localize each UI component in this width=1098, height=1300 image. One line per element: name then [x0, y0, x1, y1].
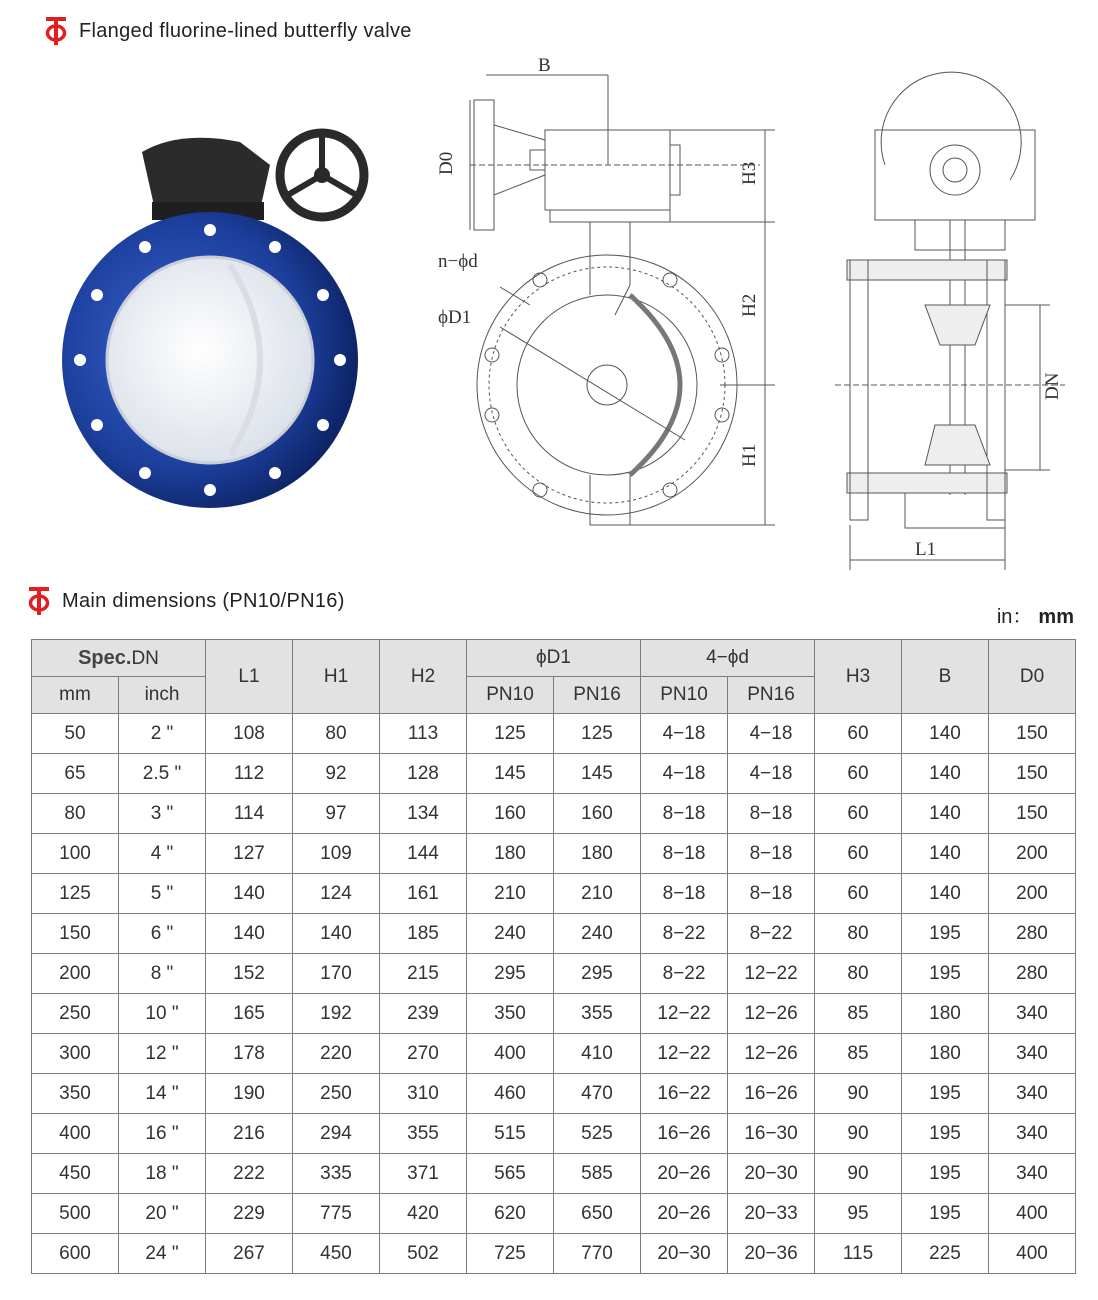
cell-nd-pn10: 20−26 — [641, 1194, 728, 1234]
cell-d0: 400 — [989, 1234, 1076, 1274]
cell-nd-pn16: 8−18 — [728, 834, 815, 874]
header-l1: L1 — [206, 640, 293, 714]
cell-nd-pn16: 4−18 — [728, 714, 815, 754]
cell-d1-pn10: 295 — [467, 954, 554, 994]
cell-b: 195 — [902, 1154, 989, 1194]
cell-h3: 60 — [815, 794, 902, 834]
cell-d1-pn16: 470 — [554, 1074, 641, 1114]
cell-nd-pn10: 16−22 — [641, 1074, 728, 1114]
cell-h3: 90 — [815, 1114, 902, 1154]
header-d1-pn10: PN10 — [467, 677, 554, 714]
header-n-phi-d: 4−ϕd — [641, 640, 815, 677]
cell-h1: 450 — [293, 1234, 380, 1274]
cell-nd-pn16: 8−22 — [728, 914, 815, 954]
dim-label-h2: H2 — [739, 293, 760, 317]
cell-h1: 775 — [293, 1194, 380, 1234]
cell-h2: 371 — [380, 1154, 467, 1194]
page-title: Flanged fluorine-lined butterfly valve — [45, 16, 412, 46]
cell-d0: 340 — [989, 1114, 1076, 1154]
cell-h3: 60 — [815, 714, 902, 754]
cell-h2: 134 — [380, 794, 467, 834]
cell-nd-pn10: 8−22 — [641, 914, 728, 954]
cell-dn-inch: 5 " — [119, 874, 206, 914]
cell-b: 140 — [902, 754, 989, 794]
table-row — [32, 914, 1076, 954]
cell-nd-pn10: 20−30 — [641, 1234, 728, 1274]
cell-h1: 80 — [293, 714, 380, 754]
table-row — [32, 1114, 1076, 1154]
cell-b: 140 — [902, 794, 989, 834]
cell-dn-inch: 14 " — [119, 1074, 206, 1114]
cell-d0: 200 — [989, 874, 1076, 914]
header-phi-d1: ϕD1 — [467, 640, 641, 677]
cell-nd-pn16: 16−26 — [728, 1074, 815, 1114]
cell-dn-inch: 10 " — [119, 994, 206, 1034]
dim-label-l1: L1 — [915, 539, 937, 560]
cell-h1: 335 — [293, 1154, 380, 1194]
cell-d1-pn10: 725 — [467, 1234, 554, 1274]
cell-dn-inch: 6 " — [119, 914, 206, 954]
cell-h1: 97 — [293, 794, 380, 834]
cell-dn-mm: 50 — [32, 714, 119, 754]
header-nd-pn10: PN10 — [641, 677, 728, 714]
cell-h2: 215 — [380, 954, 467, 994]
header-d1-pn16: PN16 — [554, 677, 641, 714]
cell-d1-pn10: 565 — [467, 1154, 554, 1194]
cell-d1-pn16: 125 — [554, 714, 641, 754]
cell-nd-pn10: 20−26 — [641, 1154, 728, 1194]
cell-d1-pn16: 160 — [554, 794, 641, 834]
cell-h2: 161 — [380, 874, 467, 914]
header-inch: inch — [119, 677, 206, 714]
cell-dn-mm: 150 — [32, 914, 119, 954]
cell-nd-pn10: 4−18 — [641, 714, 728, 754]
cell-d1-pn16: 410 — [554, 1034, 641, 1074]
cell-dn-mm: 350 — [32, 1074, 119, 1114]
cell-d0: 200 — [989, 834, 1076, 874]
cell-nd-pn10: 4−18 — [641, 754, 728, 794]
cell-h2: 185 — [380, 914, 467, 954]
side-view-drawing — [825, 55, 1075, 575]
cell-d0: 340 — [989, 1074, 1076, 1114]
cell-h2: 420 — [380, 1194, 467, 1234]
cell-d1-pn10: 350 — [467, 994, 554, 1034]
table-row — [32, 1034, 1076, 1074]
cell-d1-pn16: 585 — [554, 1154, 641, 1194]
cell-h1: 250 — [293, 1074, 380, 1114]
cell-h2: 239 — [380, 994, 467, 1034]
cell-d1-pn16: 770 — [554, 1234, 641, 1274]
cell-b: 140 — [902, 834, 989, 874]
dim-label-n-phi-d: n−ϕd — [438, 251, 478, 272]
cell-h3: 95 — [815, 1194, 902, 1234]
cell-dn-mm: 125 — [32, 874, 119, 914]
cell-dn-mm: 100 — [32, 834, 119, 874]
header-nd-pn16: PN16 — [728, 677, 815, 714]
cell-b: 180 — [902, 1034, 989, 1074]
cell-dn-mm: 300 — [32, 1034, 119, 1074]
table-row — [32, 754, 1076, 794]
cell-nd-pn16: 4−18 — [728, 754, 815, 794]
cell-dn-inch: 18 " — [119, 1154, 206, 1194]
cell-h1: 124 — [293, 874, 380, 914]
cell-l1: 229 — [206, 1194, 293, 1234]
cell-d1-pn16: 355 — [554, 994, 641, 1034]
cell-l1: 165 — [206, 994, 293, 1034]
dim-label-b: B — [538, 55, 551, 76]
dimensions-table — [31, 639, 1076, 1274]
table-row — [32, 714, 1076, 754]
cell-b: 180 — [902, 994, 989, 1034]
cell-d1-pn16: 295 — [554, 954, 641, 994]
header-spec-dn: Spec.DN — [32, 640, 206, 677]
cell-l1: 152 — [206, 954, 293, 994]
cell-h3: 60 — [815, 754, 902, 794]
cell-d1-pn10: 145 — [467, 754, 554, 794]
cell-dn-inch: 2 " — [119, 714, 206, 754]
cell-d1-pn10: 400 — [467, 1034, 554, 1074]
table-row — [32, 954, 1076, 994]
header-b: B — [902, 640, 989, 714]
company-logo-icon — [45, 16, 67, 46]
cell-h2: 113 — [380, 714, 467, 754]
cell-l1: 178 — [206, 1034, 293, 1074]
cell-d1-pn10: 515 — [467, 1114, 554, 1154]
cell-b: 195 — [902, 1074, 989, 1114]
cell-h3: 90 — [815, 1154, 902, 1194]
unit-indicator: in： mm — [996, 606, 1074, 628]
cell-dn-mm: 600 — [32, 1234, 119, 1274]
dim-label-h1: H1 — [739, 443, 760, 467]
cell-nd-pn16: 16−30 — [728, 1114, 815, 1154]
cell-h2: 502 — [380, 1234, 467, 1274]
cell-b: 195 — [902, 914, 989, 954]
table-row — [32, 1234, 1076, 1274]
cell-dn-inch: 16 " — [119, 1114, 206, 1154]
cell-h2: 144 — [380, 834, 467, 874]
header-h3: H3 — [815, 640, 902, 714]
cell-nd-pn16: 20−33 — [728, 1194, 815, 1234]
cell-dn-mm: 450 — [32, 1154, 119, 1194]
cell-dn-mm: 250 — [32, 994, 119, 1034]
section-title: Main dimensions (PN10/PN16) — [28, 586, 345, 616]
dim-label-phi-d1: ϕD1 — [438, 307, 472, 328]
cell-dn-inch: 3 " — [119, 794, 206, 834]
cell-h2: 355 — [380, 1114, 467, 1154]
table-row — [32, 994, 1076, 1034]
cell-d0: 340 — [989, 1154, 1076, 1194]
table-row — [32, 794, 1076, 834]
cell-h3: 80 — [815, 954, 902, 994]
company-logo-icon — [28, 586, 50, 616]
cell-h3: 60 — [815, 834, 902, 874]
cell-l1: 222 — [206, 1154, 293, 1194]
cell-l1: 216 — [206, 1114, 293, 1154]
cell-d1-pn16: 145 — [554, 754, 641, 794]
cell-d1-pn10: 210 — [467, 874, 554, 914]
cell-nd-pn10: 12−22 — [641, 1034, 728, 1074]
cell-dn-mm: 80 — [32, 794, 119, 834]
cell-d1-pn16: 525 — [554, 1114, 641, 1154]
cell-d0: 150 — [989, 714, 1076, 754]
cell-nd-pn10: 8−18 — [641, 834, 728, 874]
cell-h2: 270 — [380, 1034, 467, 1074]
cell-b: 225 — [902, 1234, 989, 1274]
cell-d1-pn16: 210 — [554, 874, 641, 914]
cell-l1: 190 — [206, 1074, 293, 1114]
cell-nd-pn10: 16−26 — [641, 1114, 728, 1154]
cell-h1: 170 — [293, 954, 380, 994]
cell-nd-pn16: 12−26 — [728, 1034, 815, 1074]
cell-h3: 85 — [815, 994, 902, 1034]
cell-h1: 92 — [293, 754, 380, 794]
dim-label-d0: D0 — [436, 151, 457, 175]
valve-product-photo — [60, 70, 390, 540]
cell-nd-pn16: 8−18 — [728, 874, 815, 914]
cell-d1-pn10: 240 — [467, 914, 554, 954]
front-view-drawing — [430, 55, 790, 575]
header-h2: H2 — [380, 640, 467, 714]
cell-nd-pn16: 20−30 — [728, 1154, 815, 1194]
cell-d1-pn10: 460 — [467, 1074, 554, 1114]
cell-h1: 192 — [293, 994, 380, 1034]
cell-l1: 140 — [206, 874, 293, 914]
cell-b: 140 — [902, 714, 989, 754]
header-d0: D0 — [989, 640, 1076, 714]
cell-b: 195 — [902, 954, 989, 994]
cell-l1: 127 — [206, 834, 293, 874]
cell-d1-pn10: 620 — [467, 1194, 554, 1234]
cell-nd-pn10: 8−18 — [641, 874, 728, 914]
header-h1: H1 — [293, 640, 380, 714]
cell-dn-mm: 500 — [32, 1194, 119, 1234]
cell-l1: 140 — [206, 914, 293, 954]
cell-h2: 310 — [380, 1074, 467, 1114]
cell-dn-mm: 400 — [32, 1114, 119, 1154]
cell-d0: 280 — [989, 914, 1076, 954]
cell-nd-pn16: 8−18 — [728, 794, 815, 834]
cell-dn-inch: 24 " — [119, 1234, 206, 1274]
cell-nd-pn16: 12−22 — [728, 954, 815, 994]
cell-nd-pn16: 20−36 — [728, 1234, 815, 1274]
cell-l1: 112 — [206, 754, 293, 794]
cell-d1-pn16: 650 — [554, 1194, 641, 1234]
cell-nd-pn10: 8−18 — [641, 794, 728, 834]
table-row — [32, 874, 1076, 914]
cell-d0: 340 — [989, 994, 1076, 1034]
table-row — [32, 1074, 1076, 1114]
table-row — [32, 834, 1076, 874]
cell-nd-pn10: 12−22 — [641, 994, 728, 1034]
cell-h3: 115 — [815, 1234, 902, 1274]
cell-h1: 294 — [293, 1114, 380, 1154]
dim-label-dn: DN — [1042, 372, 1063, 400]
cell-d1-pn10: 180 — [467, 834, 554, 874]
cell-d0: 400 — [989, 1194, 1076, 1234]
header-mm: mm — [32, 677, 119, 714]
cell-h3: 90 — [815, 1074, 902, 1114]
cell-d0: 340 — [989, 1034, 1076, 1074]
cell-d1-pn16: 240 — [554, 914, 641, 954]
cell-dn-mm: 200 — [32, 954, 119, 994]
cell-dn-inch: 2.5 " — [119, 754, 206, 794]
cell-b: 140 — [902, 874, 989, 914]
cell-nd-pn16: 12−26 — [728, 994, 815, 1034]
cell-d0: 150 — [989, 794, 1076, 834]
cell-b: 195 — [902, 1194, 989, 1234]
table-row — [32, 1154, 1076, 1194]
cell-dn-inch: 8 " — [119, 954, 206, 994]
cell-l1: 108 — [206, 714, 293, 754]
cell-h3: 60 — [815, 874, 902, 914]
cell-nd-pn10: 8−22 — [641, 954, 728, 994]
cell-h3: 80 — [815, 914, 902, 954]
cell-h1: 109 — [293, 834, 380, 874]
cell-dn-inch: 4 " — [119, 834, 206, 874]
cell-b: 195 — [902, 1114, 989, 1154]
cell-h1: 140 — [293, 914, 380, 954]
cell-d0: 280 — [989, 954, 1076, 994]
cell-d1-pn16: 180 — [554, 834, 641, 874]
cell-d0: 150 — [989, 754, 1076, 794]
cell-h2: 128 — [380, 754, 467, 794]
cell-dn-mm: 65 — [32, 754, 119, 794]
cell-dn-inch: 12 " — [119, 1034, 206, 1074]
table-row — [32, 1194, 1076, 1234]
cell-d1-pn10: 160 — [467, 794, 554, 834]
cell-l1: 267 — [206, 1234, 293, 1274]
cell-l1: 114 — [206, 794, 293, 834]
cell-h3: 85 — [815, 1034, 902, 1074]
dim-label-h3: H3 — [739, 161, 760, 185]
cell-d1-pn10: 125 — [467, 714, 554, 754]
cell-dn-inch: 20 " — [119, 1194, 206, 1234]
cell-h1: 220 — [293, 1034, 380, 1074]
